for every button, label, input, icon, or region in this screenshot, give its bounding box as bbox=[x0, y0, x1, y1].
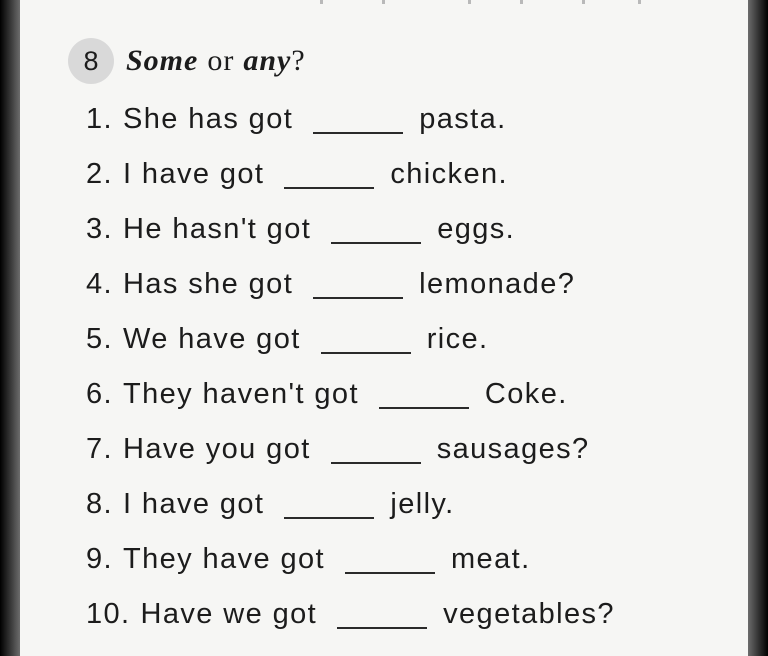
item-stem: Have you got bbox=[123, 433, 311, 465]
answer-blank[interactable] bbox=[321, 352, 411, 354]
title-question-mark: ? bbox=[291, 44, 306, 77]
item-number: 1. bbox=[86, 103, 113, 135]
exercise-item bbox=[86, 587, 615, 642]
exercise-item bbox=[86, 92, 615, 147]
item-ending: jelly. bbox=[390, 488, 455, 520]
item-number: 2. bbox=[86, 158, 113, 190]
title-word-any: any bbox=[243, 44, 292, 77]
left-frame-edge bbox=[0, 0, 20, 656]
answer-blank[interactable] bbox=[313, 297, 403, 299]
item-ending: lemonade? bbox=[419, 268, 576, 300]
item-ending: rice. bbox=[426, 323, 489, 355]
item-stem: She has got bbox=[123, 103, 294, 135]
exercise-title bbox=[126, 44, 306, 78]
item-stem: They haven't got bbox=[123, 378, 359, 410]
answer-blank[interactable] bbox=[345, 572, 435, 574]
answer-blank[interactable] bbox=[331, 242, 421, 244]
answer-blank[interactable] bbox=[337, 627, 427, 629]
item-stem: Has she got bbox=[123, 268, 294, 300]
exercise-item bbox=[86, 477, 615, 532]
right-frame-edge bbox=[748, 0, 768, 656]
title-word-or: or bbox=[207, 44, 235, 77]
answer-blank[interactable] bbox=[313, 132, 403, 134]
item-stem: I have got bbox=[123, 158, 265, 190]
exercise-item bbox=[86, 147, 615, 202]
answer-blank[interactable] bbox=[331, 462, 421, 464]
item-number: 9. bbox=[86, 543, 113, 575]
item-ending: pasta. bbox=[419, 103, 507, 135]
item-number: 4. bbox=[86, 268, 113, 300]
item-stem: Have we got bbox=[140, 598, 318, 630]
item-number: 3. bbox=[86, 213, 113, 245]
exercise-item bbox=[86, 367, 615, 422]
answer-blank[interactable] bbox=[379, 407, 469, 409]
item-stem: They have got bbox=[123, 543, 325, 575]
item-stem: He hasn't got bbox=[123, 213, 312, 245]
item-number: 8. bbox=[86, 488, 113, 520]
item-number: 7. bbox=[86, 433, 113, 465]
item-number: 5. bbox=[86, 323, 113, 355]
exercise-item bbox=[86, 202, 615, 257]
item-number: 6. bbox=[86, 378, 113, 410]
exercise-number-badge: 8 bbox=[68, 38, 114, 84]
exercise-item bbox=[86, 312, 615, 367]
cut-off-text-marks bbox=[320, 0, 680, 6]
item-stem: We have got bbox=[123, 323, 301, 355]
item-ending: eggs. bbox=[437, 213, 516, 245]
item-ending: chicken. bbox=[390, 158, 508, 190]
exercise-item bbox=[86, 422, 615, 477]
item-number: 10. bbox=[86, 598, 131, 630]
worksheet-page bbox=[20, 0, 748, 656]
answer-blank[interactable] bbox=[284, 517, 374, 519]
item-ending: Coke. bbox=[484, 378, 568, 410]
item-stem: I have got bbox=[123, 488, 265, 520]
exercise-item bbox=[86, 257, 615, 312]
exercise-heading bbox=[68, 38, 306, 84]
answer-blank[interactable] bbox=[284, 187, 374, 189]
title-word-some: Some bbox=[126, 44, 199, 77]
item-ending: meat. bbox=[451, 543, 531, 575]
item-ending: sausages? bbox=[436, 433, 590, 465]
exercise-item bbox=[86, 532, 615, 587]
exercise-items-list bbox=[86, 92, 615, 642]
item-ending: vegetables? bbox=[443, 598, 615, 630]
